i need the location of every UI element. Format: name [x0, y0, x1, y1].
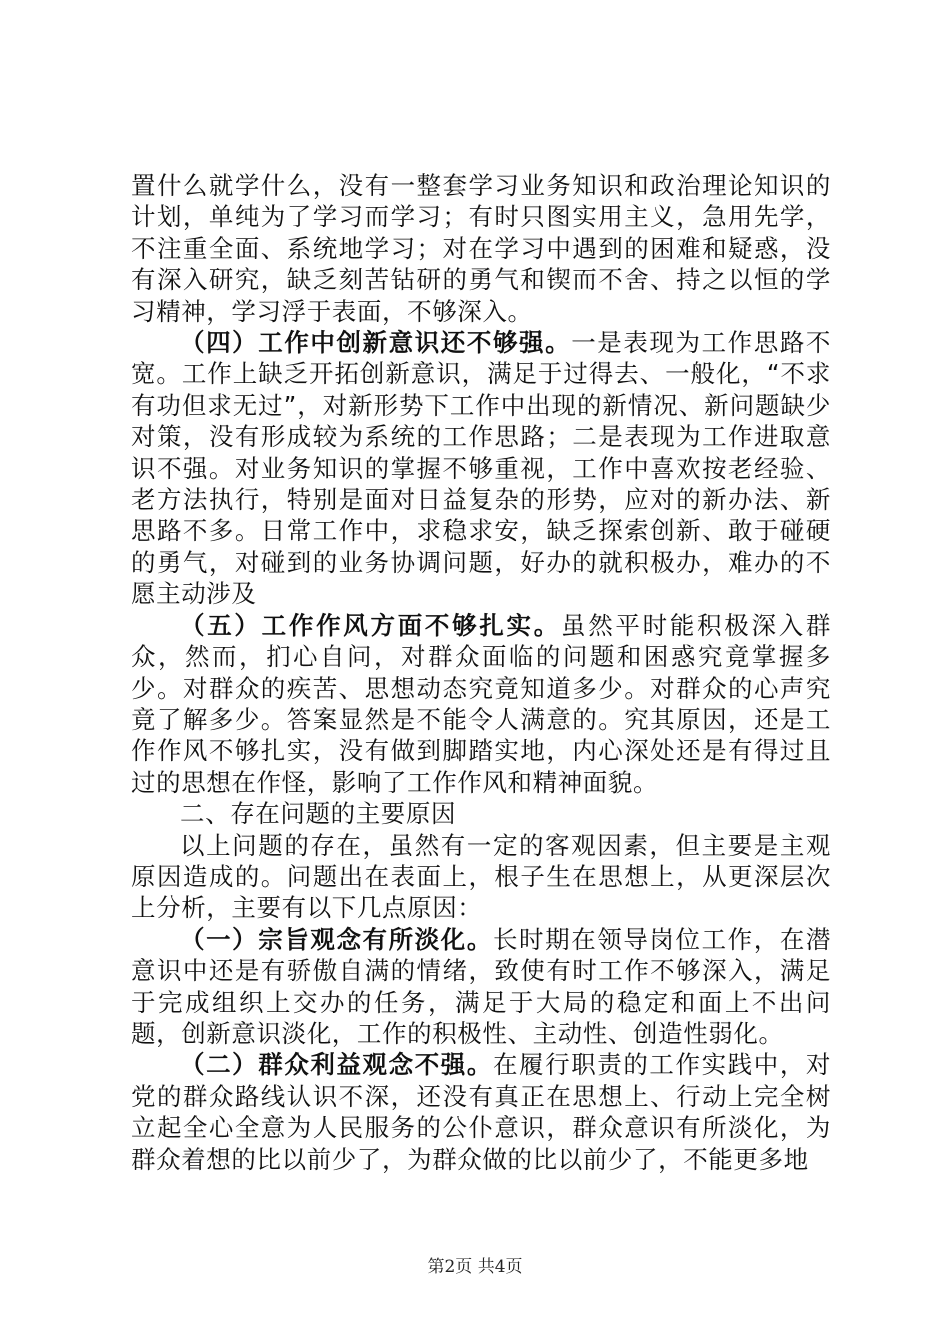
paragraph-innovation [131, 327, 831, 610]
page-number-footer: 第2页 共4页 [427, 1257, 523, 1277]
paragraph-purpose [131, 924, 831, 1050]
paragraph-causes-intro: 以上问题的存在，虽然有一定的客观因素，但主要是主观原因造成的。问题出在表面上，根子生在思想上，从更深层次上分析，主要有以下几点原因： [131, 830, 831, 923]
paragraph-innovation-body: 一是表现为工作思路不宽。工作上缺乏开拓创新意识，满足于过得去、一般化，“不求有功但求无过”，对新形势下工作中出现的新情况、新问题缺少对策，没有形成较为系统的工作思路；二是表现为工作进取意识不强。对业务知识的掌握不够重视，工作中喜欢按老经验、老方法执行，特别是面对日益复杂的形势，应对的新办法、新思路不多。日常工作中，求稳求安，缺乏探索创新、敢于碰硬的勇气，对碰到的业务协调问题，好办的就积极办，难办的不愿主动涉及 [131, 328, 831, 609]
paragraph-purpose-heading: （一）宗旨观念有所淡化。 [180, 924, 493, 954]
paragraph-mass-interest-body: 在履行职责的工作实践中，对党的群众路线认识不深，还没有真正在思想上、行动上完全树立起全心全意为人民服务的公仆意识，群众意识有所淡化，为群众着想的比以前少了，为群众做的比以前少了，不能更多地 [131, 1050, 831, 1174]
paragraph-work-style [131, 610, 831, 798]
paragraph-mass-interest-heading: （二）群众利益观念不强。 [180, 1050, 493, 1080]
paragraph-purpose-body: 长时期在领导岗位工作，在潜意识中还是有骄傲自满的情绪，致使有时工作不够深入，满足于完成组织上交办的任务，满足于大局的稳定和面上不出问题，创新意识淡化，工作的积极性、主动性、创造性弱化。 [131, 924, 831, 1048]
paragraph-innovation-heading: （四）工作中创新意识还不够强。 [180, 328, 572, 358]
paragraph-study-continuation: 置什么就学什么，没有一整套学习业务知识和政治理论知识的计划，单纯为了学习而学习；有时只图实用主义，急用先学，不注重全面、系统地学习；对在学习中遇到的困难和疑惑，没有深入研究，缺乏刻苦钻研的勇气和锲而不舍、持之以恒的学习精神，学习浮于表面，不够深入。 [131, 171, 831, 326]
paragraph-work-style-body: 虽然平时能积极深入群众，然而，扪心自问，对群众面临的问题和困惑究竟掌握多少。对群众的疾苦、思想动态究竟知道多少。对群众的心声究竟了解多少。答案显然是不能令人满意的。究其原因，还是工作作风不够扎实，没有做到脚踏实地，内心深处还是有得过且过的思想在作怪，影响了工作作风和精神面貌。 [131, 610, 831, 797]
paragraph-work-style-heading: （五）工作作风方面不够扎实。 [180, 610, 561, 640]
document-body [131, 170, 831, 1175]
paragraph-mass-interest [131, 1049, 831, 1175]
section-heading-causes: 二、存在问题的主要原因 [180, 799, 457, 829]
